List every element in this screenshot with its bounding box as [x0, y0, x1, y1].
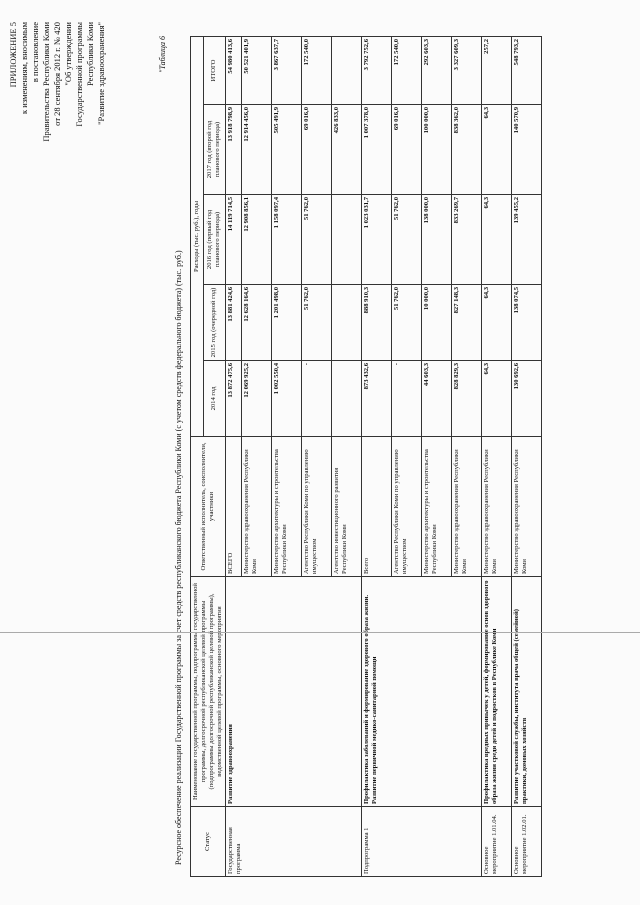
cell-responsible: Министерство архитектуры и строительства Республики Коми — [422, 437, 452, 577]
cell-value — [332, 36, 362, 104]
cell-name: Профилактика вредных привычек у детей, формирование основ здорового образа жизни среди детей и подростков в Республике Коми — [482, 577, 512, 807]
cell-value: 3 867 637,7 — [272, 36, 302, 104]
cell-value: 873 432,6 — [362, 361, 392, 437]
cell-name: Профилактика заболеваний и формирование здорового образа жизни. Развитие первичной медико-санитарной помощи — [362, 577, 482, 807]
cell-value: 12 914 456,0 — [242, 105, 272, 195]
appendix-line: "Об утверждении — [63, 22, 73, 86]
appendix-line: от 28 сентября 2012 г. № 420 — [52, 22, 62, 126]
cell-value: 140 570,9 — [512, 105, 542, 195]
cell-value: 50 521 401,9 — [242, 36, 272, 104]
cell-value: 888 910,3 — [362, 285, 392, 361]
cell-value: 1 158 097,4 — [272, 195, 302, 285]
cell-status: Основное мероприятие 1.01.04. — [482, 807, 512, 877]
cell-value: 13 918 798,9 — [226, 105, 242, 195]
cell-value: 1 002 550,4 — [272, 361, 302, 437]
appendix-line: в постановление — [30, 22, 40, 83]
header-2016: 2016 год (первый год планового периода) — [203, 195, 225, 285]
cell-value: 292 603,3 — [422, 36, 452, 104]
cell-responsible: Министерство здравоохранения Республики Коми — [242, 437, 272, 577]
cell-name: Развитие здравоохранения — [226, 577, 362, 807]
cell-value: 1 007 378,0 — [362, 105, 392, 195]
cell-value — [332, 195, 362, 285]
cell-responsible: Всего — [362, 437, 392, 577]
cell-status: Основное мероприятие 1.02.01. — [512, 807, 542, 877]
cell-status: Государственная программа — [226, 807, 362, 877]
appendix-line: Государственной программы — [74, 22, 84, 127]
header-2014: 2014 год — [203, 361, 225, 437]
cell-value: 13 881 424,6 — [226, 285, 242, 361]
cell-value: 833 269,7 — [452, 195, 482, 285]
table-row — [362, 36, 392, 876]
cell-value: 12 628 164,6 — [242, 285, 272, 361]
cell-value: 10 000,0 — [422, 285, 452, 361]
cell-value — [332, 361, 362, 437]
cell-value: 426 833,0 — [332, 105, 362, 195]
cell-value: 3 792 752,6 — [362, 36, 392, 104]
cell-status: Подпрограмма 1 — [362, 807, 482, 877]
cell-value: 69 016,0 — [302, 105, 332, 195]
appendix-line: к изменениям, вносимым — [19, 22, 29, 114]
cell-value: 548 793,2 — [512, 36, 542, 104]
cell-value: 13 872 475,6 — [226, 361, 242, 437]
cell-value: 51 762,0 — [392, 195, 422, 285]
cell-value: 3 327 609,3 — [452, 36, 482, 104]
table-row — [226, 36, 242, 876]
header-2015: 2015 год (очередной год) — [203, 285, 225, 361]
cell-value: 14 119 714,5 — [226, 195, 242, 285]
cell-value: 1 201 498,0 — [272, 285, 302, 361]
cell-value: 827 148,3 — [452, 285, 482, 361]
header-expenses: Расходы (тыс. руб.), годы — [191, 36, 204, 436]
cell-value: 64,3 — [482, 105, 512, 195]
cell-value: - — [392, 361, 422, 437]
header-name: Наименование государственной программы, подпрограммы государственной программы, долгосрочной республиканской целевой программы (подпрограммы долгосрочной республиканской целевой программы), ведомственной целевой программы, основного мероприятия — [191, 577, 226, 807]
cell-value: 505 491,9 — [272, 105, 302, 195]
cell-value: 12 069 925,2 — [242, 361, 272, 437]
header-responsible: Ответственный исполнитель, соисполнители, участники — [191, 437, 226, 577]
cell-value: 138 074,5 — [512, 285, 542, 361]
appendix-header — [8, 22, 107, 262]
cell-responsible: Агентство Республики Коми по управлению имуществом — [392, 437, 422, 577]
cell-value: 44 603,3 — [422, 361, 452, 437]
appendix-line: Республики Коми — [85, 22, 95, 87]
appendix-line: Правительства Республики Коми — [41, 22, 51, 142]
cell-value: 130 692,6 — [512, 361, 542, 437]
cell-value: 139 455,2 — [512, 195, 542, 285]
header-2017: 2017 год (второй год планового периода) — [203, 105, 225, 195]
cell-value: 100 000,0 — [422, 105, 452, 195]
appendix-line: "Развитие здравоохранения" — [96, 22, 106, 125]
cell-responsible: Министерство здравоохранения Республики Коми — [482, 437, 512, 577]
cell-value: 257,2 — [482, 36, 512, 104]
cell-value: 12 908 856,1 — [242, 195, 272, 285]
cell-value — [332, 285, 362, 361]
cell-value: 64,3 — [482, 361, 512, 437]
cell-responsible: Министерство архитектуры и строительства Республики Коми — [272, 437, 302, 577]
cell-responsible: Министерство здравоохранения Республики Коми — [452, 437, 482, 577]
cell-value: 138 000,0 — [422, 195, 452, 285]
cell-responsible: ВСЕГО — [226, 437, 242, 577]
cell-value: 69 016,0 — [392, 105, 422, 195]
table-body — [226, 36, 542, 876]
table-row — [482, 36, 512, 876]
cell-name: Развитие участковой службы, института врача общей (семейной) практики, домовых хозяйств — [512, 577, 542, 807]
resource-table — [190, 36, 542, 877]
cell-value: 1 023 031,7 — [362, 195, 392, 285]
cell-value: 64,3 — [482, 195, 512, 285]
cell-value: 51 762,0 — [302, 195, 332, 285]
cell-value: 54 980 413,6 — [226, 36, 242, 104]
table-number: "Таблица 6 — [158, 36, 167, 73]
cell-value: 172 540,0 — [302, 36, 332, 104]
header-total: ИТОГО — [203, 36, 225, 104]
cell-responsible: Министерство здравоохранения Республики Коми — [512, 437, 542, 577]
cell-value: 51 762,0 — [392, 285, 422, 361]
page-bottom-rule — [0, 632, 640, 633]
cell-value: 172 540,0 — [392, 36, 422, 104]
cell-responsible: Агентство Республики Коми по управлению имуществом — [302, 437, 332, 577]
cell-value: - — [302, 361, 332, 437]
cell-value: 828 829,3 — [452, 361, 482, 437]
cell-value: 64,3 — [482, 285, 512, 361]
table-title: Ресурсное обеспечение реализации Государственной программы за счет средств республиканского бюджета Республики Коми (с учетом средств федерального бюджета) (тыс. руб.) — [174, 250, 183, 865]
table-row — [512, 36, 542, 876]
cell-responsible: Агентство инвестиционного развития Республики Коми — [332, 437, 362, 577]
appendix-line: ПРИЛОЖЕНИЕ 5 — [8, 22, 18, 88]
cell-value: 838 362,0 — [452, 105, 482, 195]
header-status: Статус — [191, 807, 226, 877]
cell-value: 51 762,0 — [302, 285, 332, 361]
